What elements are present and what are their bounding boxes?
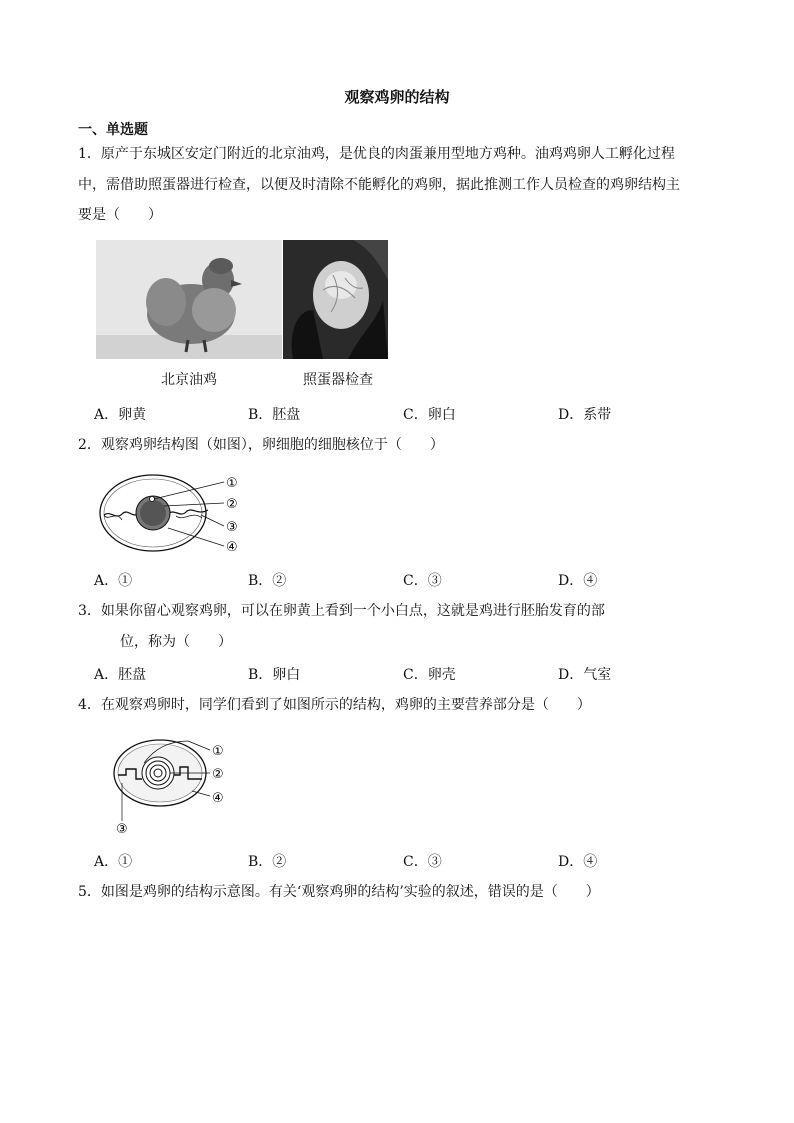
q4-line-1: 4．在观察鸡卵时，同学们看到了如图所示的结构，鸡卵的主要营养部分是（ ） bbox=[78, 697, 591, 713]
page-title: 观察鸡卵的结构 bbox=[344, 88, 450, 106]
q3-line-2: 位，称为（ ） bbox=[120, 634, 232, 650]
q3-option-d: D．气室 bbox=[558, 667, 612, 683]
q4-label-4: ④ bbox=[212, 791, 224, 806]
q2-option-a: A．① bbox=[94, 573, 133, 589]
q3-line-1: 3．如果你留心观察鸡卵，可以在卵黄上看到一个小白点，这就是鸡进行胚胎发育的部 bbox=[78, 603, 605, 619]
q5-line-1: 5．如图是鸡卵的结构示意图。有关‘观察鸡卵的结构’实验的叙述，错误的是（ ） bbox=[78, 884, 600, 900]
q2-line-1: 2．观察鸡卵结构图（如图），卵细胞的细胞核位于（ ） bbox=[78, 437, 444, 453]
caption-egg-candler: 照蛋器检查 bbox=[303, 372, 373, 388]
q2-option-d: D．④ bbox=[558, 573, 598, 589]
q2-label-1: ① bbox=[226, 476, 238, 491]
q4-option-c: C．③ bbox=[403, 854, 442, 870]
q2-label-2: ② bbox=[226, 497, 238, 512]
q1-option-d: D．系带 bbox=[558, 407, 612, 423]
q2-option-b: B．② bbox=[248, 573, 287, 589]
q4-label-1: ① bbox=[212, 744, 224, 759]
q4-label-3: ③ bbox=[116, 822, 128, 837]
q3-option-a: A．胚盘 bbox=[94, 667, 147, 683]
q1-line-1: 1．原产于东城区安定门附近的北京油鸡，是优良的肉蛋兼用型地方鸡种。油鸡鸡卵人工孵化过程 bbox=[78, 146, 675, 162]
caption-beijing-chicken: 北京油鸡 bbox=[161, 372, 217, 388]
q4-option-b: B．② bbox=[248, 854, 287, 870]
q1-option-c: C．卵白 bbox=[403, 407, 456, 423]
q1-option-b: B．胚盘 bbox=[248, 407, 301, 423]
q3-option-b: B．卵白 bbox=[248, 667, 301, 683]
q2-label-4: ④ bbox=[226, 540, 238, 555]
q3-option-c: C．卵壳 bbox=[403, 667, 456, 683]
q4-option-d: D．④ bbox=[558, 854, 598, 870]
egg-candler-photo bbox=[283, 240, 388, 359]
q1-line-3: 要是（ ） bbox=[78, 207, 162, 223]
q1-option-a: A．卵黄 bbox=[94, 407, 147, 423]
egg-diagram-2 bbox=[108, 733, 238, 837]
q4-label-2: ② bbox=[212, 767, 224, 782]
q2-label-3: ③ bbox=[226, 520, 238, 535]
beijing-chicken-photo bbox=[96, 240, 282, 359]
q4-option-a: A．① bbox=[94, 854, 133, 870]
q1-line-2: 中，需借助照蛋器进行检查，以便及时清除不能孵化的鸡卵，据此推测工作人员检查的鸡卵结构主 bbox=[78, 177, 680, 193]
q2-option-c: C．③ bbox=[403, 573, 442, 589]
section-heading: 一、单选题 bbox=[78, 122, 148, 138]
egg-diagram-1 bbox=[96, 470, 246, 558]
